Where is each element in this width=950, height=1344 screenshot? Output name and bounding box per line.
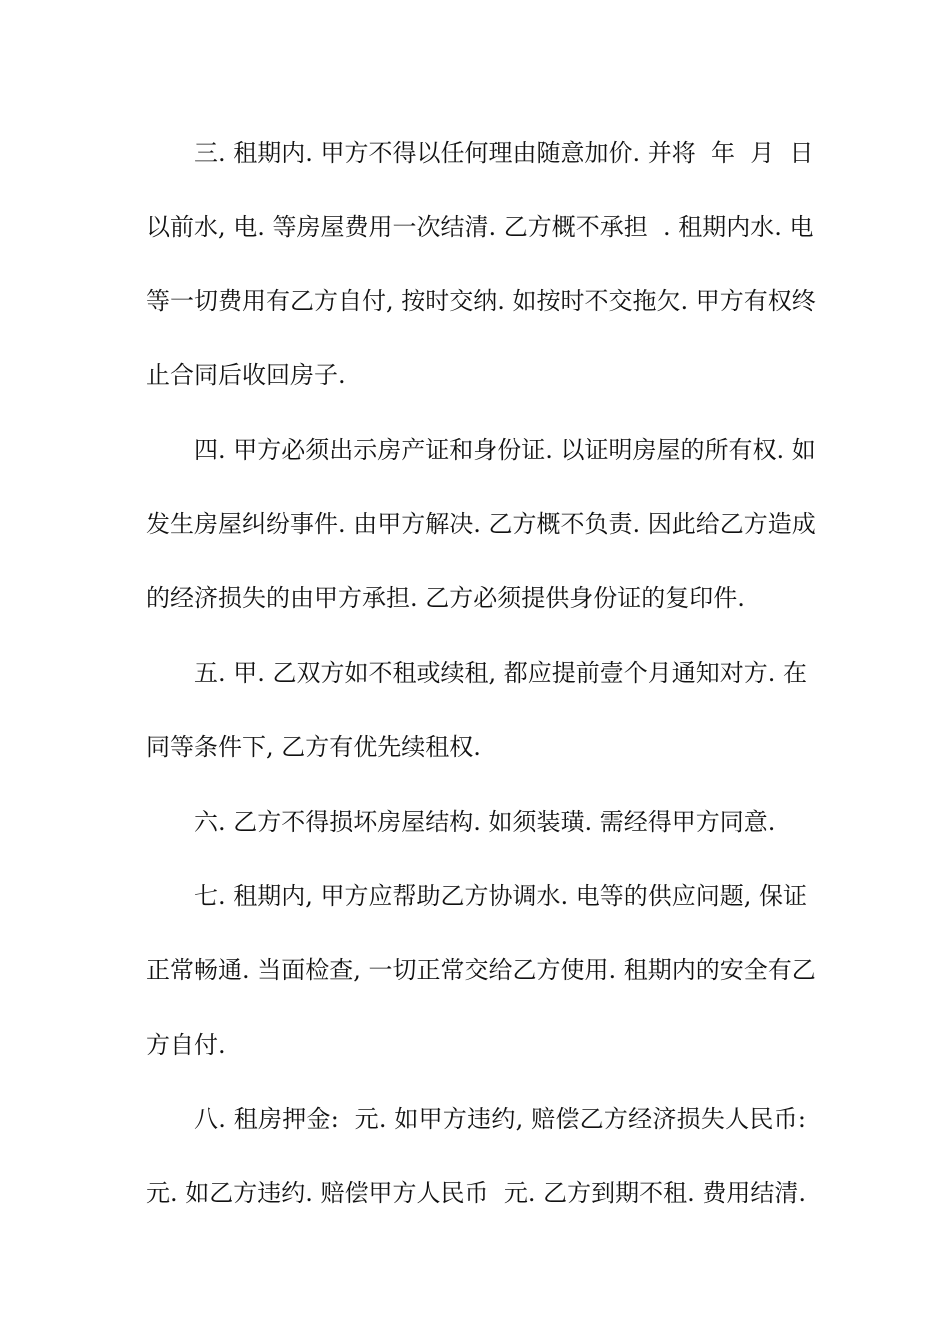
- section-8-line-2: 元. 如乙方违约. 赔偿甲方人民币 元. 乙方到期不租. 费用结清.: [146, 1179, 806, 1207]
- section-4-line-1: 四. 甲方必须出示房产证和身份证. 以证明房屋的所有权. 如: [194, 436, 816, 464]
- section-4-line-3: 的经济损失的由甲方承担. 乙方必须提供身份证的复印件.: [146, 584, 745, 612]
- section-8-line-1: 八. 租房押金: 元. 如甲方违约, 赔偿乙方经济损失人民币:: [194, 1105, 806, 1133]
- section-7-line-1: 七. 租期内, 甲方应帮助乙方协调水. 电等的供应问题, 保证: [194, 882, 808, 910]
- section-3-line-4: 止合同后收回房子.: [146, 361, 346, 389]
- section-3-line-2: 以前水, 电. 等房屋费用一次结清. 乙方概不承担 . 租期内水. 电: [146, 213, 814, 241]
- section-5-line-1: 五. 甲. 乙双方如不租或续租, 都应提前壹个月通知对方. 在: [194, 659, 808, 687]
- section-4-line-2: 发生房屋纠纷事件. 由甲方解决. 乙方概不负责. 因此给乙方造成: [146, 510, 816, 538]
- section-3-line-3: 等一切费用有乙方自付, 按时交纳. 如按时不交拖欠. 甲方有权终: [146, 287, 816, 315]
- section-3-line-1: 三. 租期内. 甲方不得以任何理由随意加价. 并将 年 月 日: [194, 139, 814, 167]
- section-5-line-2: 同等条件下, 乙方有优先续租权.: [146, 733, 481, 761]
- section-7-line-3: 方自付.: [146, 1031, 226, 1059]
- section-6-line-1: 六. 乙方不得损坏房屋结构. 如须装璜. 需经得甲方同意.: [194, 808, 776, 836]
- section-7-line-2: 正常畅通. 当面检查, 一切正常交给乙方使用. 租期内的安全有乙: [146, 956, 816, 984]
